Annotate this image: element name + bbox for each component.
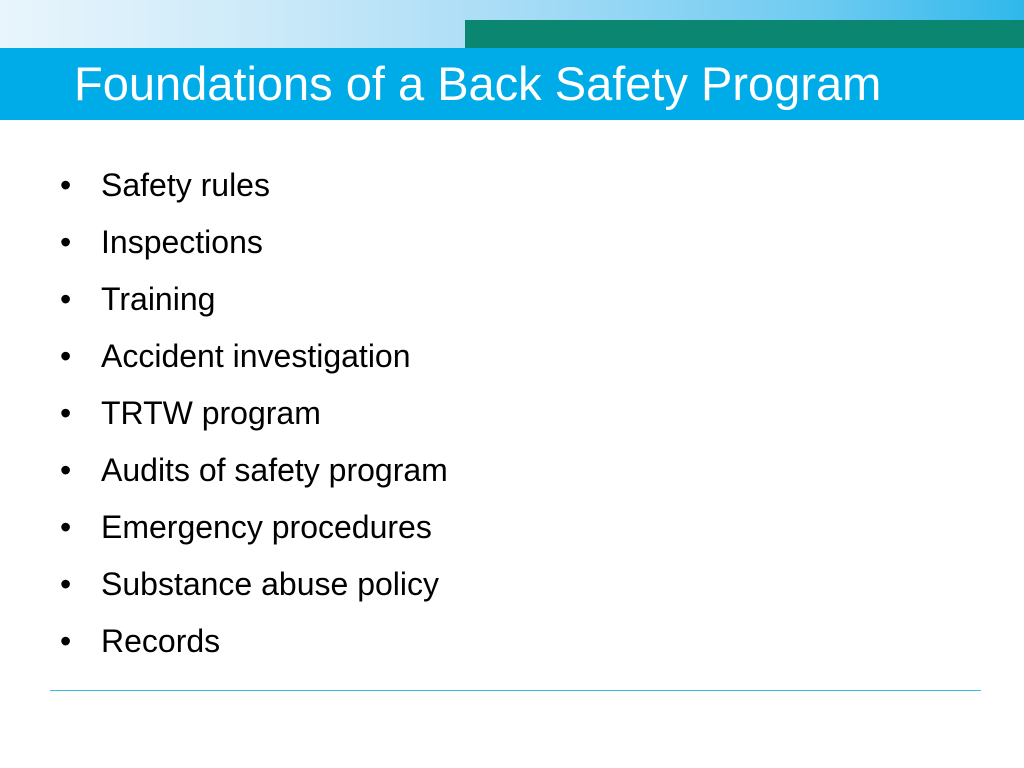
bullet-icon: • (60, 566, 72, 602)
header-accent-bar (465, 20, 1024, 48)
bullet-item (60, 613, 448, 670)
slide-title: Foundations of a Back Safety Program (74, 57, 882, 110)
bullet-icon: • (60, 452, 72, 488)
bullet-text: Inspections (101, 224, 263, 260)
bullet-icon: • (60, 338, 72, 374)
bullet-item (60, 328, 448, 385)
bullet-icon: • (60, 224, 72, 260)
bullet-item (60, 157, 448, 214)
bullet-text: Emergency procedures (101, 509, 432, 545)
bullet-text: Accident investigation (101, 338, 411, 374)
bullet-item (60, 442, 448, 499)
bullet-item (60, 385, 448, 442)
bullet-text: Safety rules (101, 167, 270, 203)
bullet-text: Audits of safety program (101, 452, 448, 488)
footer-divider (50, 690, 981, 691)
bullet-item (60, 271, 448, 328)
bullet-icon: • (60, 509, 72, 545)
bullet-item (60, 214, 448, 271)
bullet-icon: • (60, 281, 72, 317)
bullet-item (60, 556, 448, 613)
bullet-text: Substance abuse policy (101, 566, 439, 602)
bullet-item (60, 499, 448, 556)
bullet-list (60, 157, 448, 670)
bullet-icon: • (60, 623, 72, 659)
bullet-text: Training (101, 281, 216, 317)
bullet-text: TRTW program (101, 395, 321, 431)
bullet-text: Records (101, 623, 221, 659)
bullet-icon: • (60, 395, 72, 431)
bullet-icon: • (60, 167, 72, 203)
